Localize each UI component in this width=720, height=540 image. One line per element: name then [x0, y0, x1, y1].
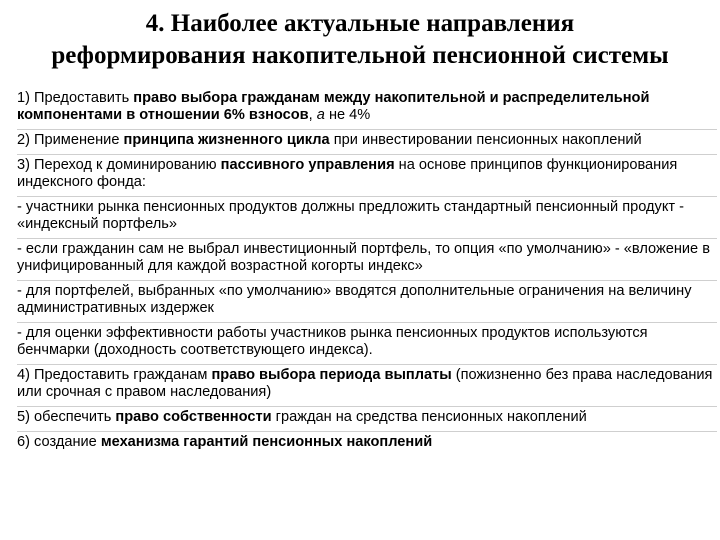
item-text: (пожизненно без права наследования или срочная с правом наследования): [17, 367, 713, 400]
item-text: - если гражданин сам не выбрал инвестиционный портфель, то опция «по умолчанию» - «вложение в унифицированный для каждой возрастной когорты индекс»: [17, 241, 710, 274]
list-item-1: [17, 90, 717, 129]
item-text: - участники рынка пенсионных продуктов должны предложить стандартный пенсионный продукт - «индексный портфель»: [17, 199, 684, 232]
item-italic-text: а: [316, 107, 325, 123]
slide-title-line-2: реформирования накопительной пенсионной системы: [51, 42, 669, 69]
item-bold-text: принципа жизненного цикла: [123, 132, 330, 148]
item-text: 3) Переход к доминированию: [17, 157, 221, 173]
item-bold-text: право выбора гражданам между накопительной и распределительной компонентами в отношении 6% взносов: [17, 90, 650, 123]
item-text: не 4%: [324, 107, 371, 123]
item-text: граждан на средства пенсионных накоплений: [271, 409, 587, 425]
item-text: при инвестировании пенсионных накоплений: [329, 132, 642, 148]
slide-title: [0, 8, 720, 72]
list-item-6: [17, 431, 717, 456]
list-item-4: [17, 364, 717, 406]
slide-title-line-1: 4. Наиболее актуальные направления: [145, 10, 575, 37]
list-item-3a: [17, 196, 717, 238]
item-text: 6) создание: [17, 434, 101, 450]
item-text: ,: [308, 107, 317, 123]
item-text: 2) Применение: [17, 132, 124, 148]
item-text: 4) Предоставить гражданам: [17, 367, 212, 383]
list-item-3b: [17, 238, 717, 280]
list-item-5: [17, 406, 717, 431]
list-item-2: [17, 129, 717, 154]
reform-list: [17, 90, 717, 456]
item-bold-text: право собственности: [115, 409, 272, 425]
item-text: - для оценки эффективности работы участников рынка пенсионных продуктов используются бенчмарки (доходность соответствующего индекса).: [17, 325, 648, 358]
item-bold-text: пассивного управления: [220, 157, 395, 173]
item-bold-text: право выбора периода выплаты: [211, 367, 452, 383]
item-text: - для портфелей, выбранных «по умолчанию» вводятся дополнительные ограничения на величину административных издержек: [17, 283, 692, 316]
item-text: 1) Предоставить: [17, 90, 134, 106]
item-text: 5) обеспечить: [17, 409, 116, 425]
item-text: на основе принципов функционирования индексного фонда:: [17, 157, 678, 190]
list-item-3d: [17, 322, 717, 364]
list-item-3: [17, 154, 717, 196]
list-item-3c: [17, 280, 717, 322]
item-bold-text: механизма гарантий пенсионных накоплений: [100, 434, 433, 450]
